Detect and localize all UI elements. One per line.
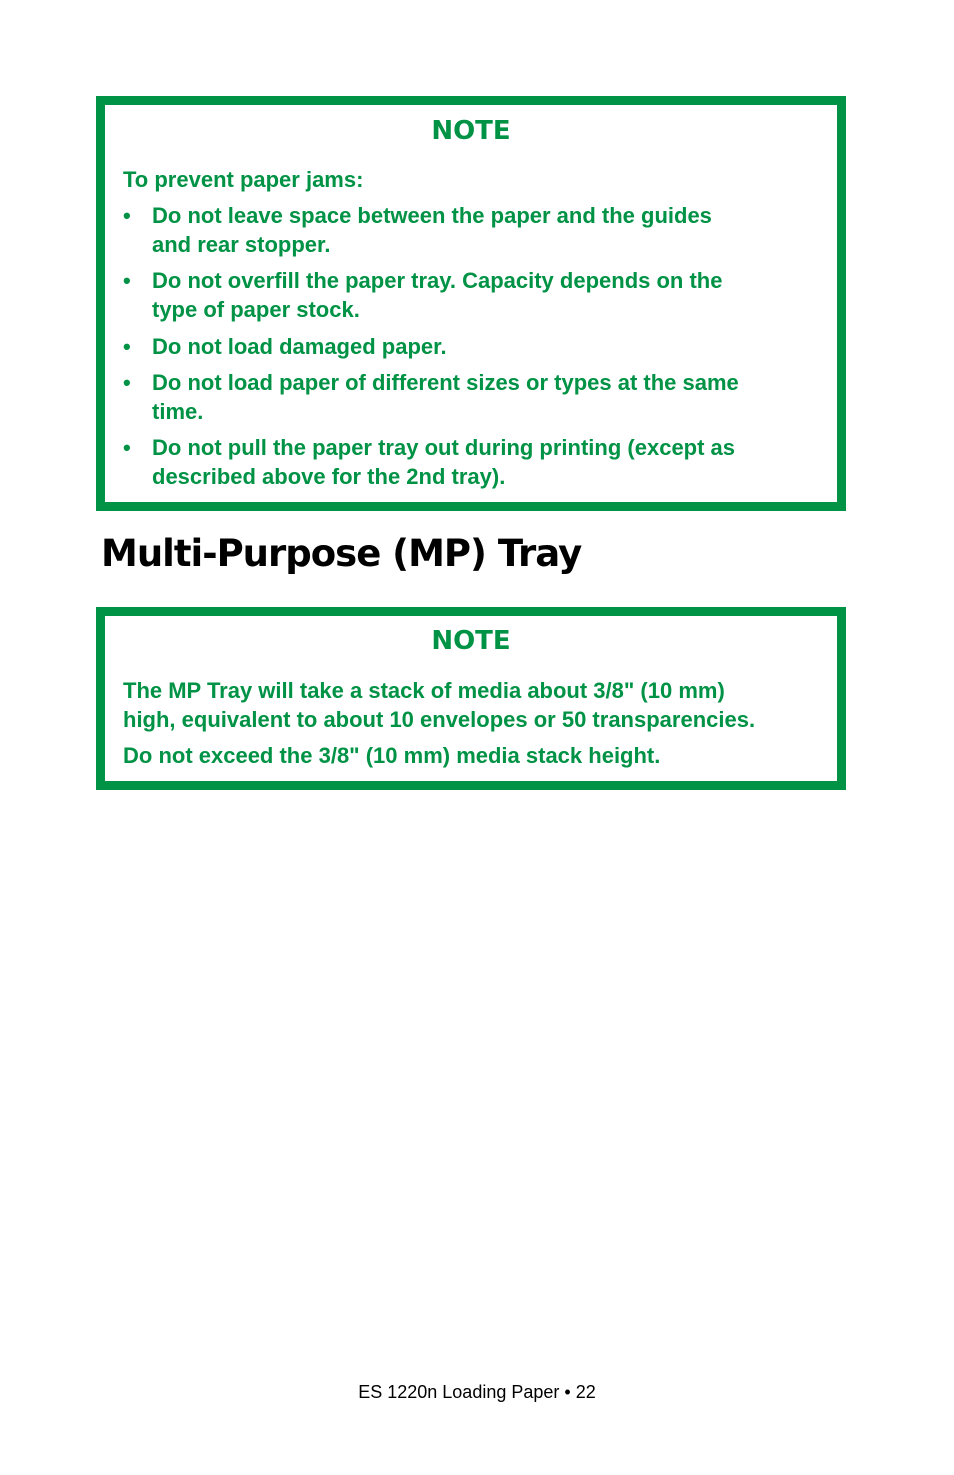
note-intro: To prevent paper jams: — [123, 167, 364, 192]
section-heading: Multi-Purpose (MP) Tray — [101, 532, 582, 575]
list-item-line: Do not leave space between the paper and the guides — [152, 203, 712, 228]
list-item-line: described above for the 2nd tray). — [152, 464, 506, 489]
list-item-line: type of paper stock. — [152, 297, 360, 322]
footer-doc-title: ES 1220n Loading Paper — [358, 1382, 560, 1402]
bullet-glyph: • — [123, 334, 131, 359]
bullet-glyph: • — [123, 435, 131, 460]
note-title: NOTE — [431, 116, 511, 146]
list-item-line: and rear stopper. — [152, 232, 331, 257]
list-item-line: Do not load damaged paper. — [152, 334, 447, 359]
footer-separator: • — [564, 1382, 571, 1402]
note-paragraph-line: high, equivalent to about 10 envelopes or 50 transparencies. — [123, 707, 756, 732]
note-paragraph: Do not exceed the 3/8" (10 mm) media stack height. — [123, 743, 661, 768]
list-item-line: time. — [152, 399, 204, 424]
bullet-glyph: • — [123, 370, 131, 395]
bullet-glyph: • — [123, 268, 131, 293]
note-box-mp-tray — [96, 607, 846, 790]
note-box-paper-jams — [96, 96, 846, 511]
list-item-line: Do not overfill the paper tray. Capacity depends on the — [152, 268, 723, 293]
page-footer — [0, 1382, 954, 1403]
list-item-line: Do not pull the paper tray out during printing (except as — [152, 435, 736, 460]
bullet-glyph: • — [123, 203, 131, 228]
page-number: 22 — [575, 1382, 596, 1402]
list-item-line: Do not load paper of different sizes or types at the same — [152, 370, 739, 395]
note-title: NOTE — [431, 626, 511, 656]
note-paragraph-line: The MP Tray will take a stack of media about 3/8" (10 mm) — [123, 678, 725, 703]
